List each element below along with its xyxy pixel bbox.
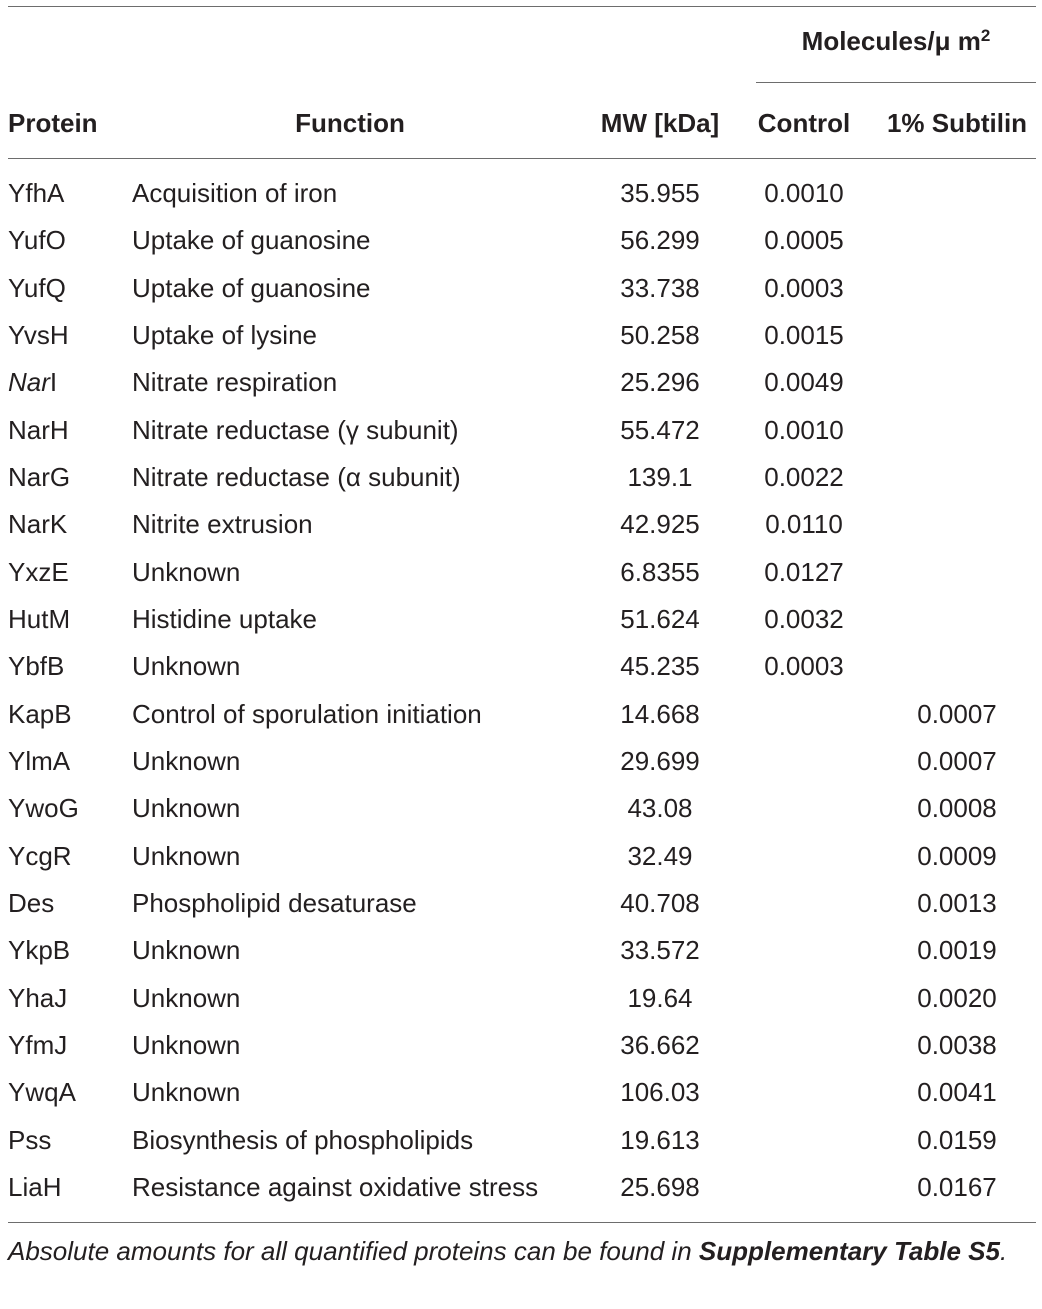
cell-mw: 56.299 [620, 225, 700, 255]
cell-subtilin: 0.0019 [917, 935, 997, 965]
cell-mw: 19.613 [620, 1125, 700, 1155]
cell-function: Unknown [132, 1030, 241, 1060]
cell-protein: YvsH [8, 320, 69, 350]
header-bottom-rule [8, 158, 1036, 159]
table-top-rule [8, 6, 1036, 7]
cell-subtilin: 0.0159 [917, 1125, 997, 1155]
cell-control: 0.0010 [764, 178, 844, 208]
cell-mw: 25.296 [620, 367, 700, 397]
cell-control: 0.0003 [764, 273, 844, 303]
cell-control: 0.0015 [764, 320, 844, 350]
cell-mw: 35.955 [620, 178, 700, 208]
cell-protein: YkpB [8, 935, 71, 965]
cell-control: 0.0110 [765, 509, 843, 539]
cell-function: Unknown [132, 793, 241, 823]
cell-function: Nitrate reductase (γ subunit) [132, 415, 459, 445]
column-header-control: Control [757, 108, 851, 138]
column-header-protein: Protein [8, 108, 98, 138]
cell-mw: 106.03 [620, 1077, 700, 1107]
group-header-rule [756, 82, 1036, 83]
cell-subtilin: 0.0167 [917, 1172, 997, 1202]
cell-protein: YhaJ [8, 983, 68, 1013]
cell-mw: 51.624 [620, 604, 700, 634]
table-bottom-rule [8, 1222, 1036, 1223]
cell-mw: 25.698 [620, 1172, 700, 1202]
cell-function: Nitrate reductase (α subunit) [132, 462, 461, 492]
cell-protein: NarK [8, 509, 68, 539]
cell-function: Uptake of guanosine [132, 225, 371, 255]
cell-control: 0.0127 [764, 557, 844, 587]
cell-mw: 33.738 [620, 273, 700, 303]
cell-mw: 55.472 [620, 415, 700, 445]
cell-protein: YxzE [8, 557, 69, 587]
cell-function: Resistance against oxidative stress [132, 1172, 539, 1202]
cell-subtilin: 0.0008 [917, 793, 997, 823]
cell-protein: YbfB [8, 651, 65, 681]
cell-mw: 40.708 [620, 888, 700, 918]
table-footnote: Absolute amounts for all quantified proteins can be found in Supplementary Table S5. [8, 1236, 1008, 1266]
cell-mw: 19.64 [627, 983, 693, 1013]
cell-subtilin: 0.0007 [917, 699, 997, 729]
cell-function: Acquisition of iron [132, 178, 338, 208]
column-header-function: Function [295, 108, 405, 138]
cell-mw: 33.572 [620, 935, 700, 965]
cell-protein: YlmA [8, 746, 71, 776]
cell-protein: Pss [8, 1125, 52, 1155]
cell-control: 0.0010 [764, 415, 844, 445]
cell-function: Phospholipid desaturase [132, 888, 417, 918]
cell-control: 0.0032 [764, 604, 844, 634]
cell-mw: 29.699 [620, 746, 700, 776]
cell-subtilin: 0.0009 [917, 841, 997, 871]
group-header-molecules: Molecules/μ $m^2$ [801, 26, 991, 56]
cell-subtilin: 0.0007 [917, 746, 997, 776]
cell-mw: 36.662 [620, 1030, 700, 1060]
cell-control: 0.0049 [764, 367, 844, 397]
cell-subtilin: 0.0038 [917, 1030, 997, 1060]
cell-control: 0.0003 [764, 651, 844, 681]
cell-mw: 43.08 [627, 793, 693, 823]
cell-protein: YwqA [8, 1077, 76, 1107]
cell-function: Control of sporulation initiation [132, 699, 482, 729]
cell-function: Uptake of guanosine [132, 273, 371, 303]
cell-mw: 14.668 [620, 699, 700, 729]
cell-mw: 6.8355 [620, 557, 700, 587]
cell-mw: 32.49 [627, 841, 693, 871]
cell-function: Unknown [132, 1077, 241, 1107]
cell-protein: NarG [8, 462, 71, 492]
cell-subtilin: 0.0013 [917, 888, 997, 918]
cell-protein: LiaH [8, 1172, 62, 1202]
cell-protein: NarI [8, 367, 58, 397]
cell-function: Uptake of lysine [132, 320, 317, 350]
cell-protein: HutM [8, 604, 71, 634]
cell-control: 0.0022 [764, 462, 844, 492]
cell-mw: 42.925 [620, 509, 700, 539]
cell-mw: 45.235 [620, 651, 700, 681]
cell-protein: YwoG [8, 793, 79, 823]
cell-protein: YfmJ [8, 1030, 68, 1060]
cell-subtilin: 0.0041 [917, 1077, 997, 1107]
cell-protein: YufQ [8, 273, 66, 303]
cell-function: Unknown [132, 746, 241, 776]
cell-function: Nitrate respiration [132, 367, 338, 397]
cell-function: Unknown [132, 841, 241, 871]
cell-subtilin: 0.0020 [917, 983, 997, 1013]
cell-function: Unknown [132, 935, 241, 965]
cell-protein: YfhA [8, 178, 65, 208]
cell-function: Histidine uptake [132, 604, 317, 634]
cell-mw: 50.258 [620, 320, 700, 350]
cell-protein: KapB [8, 699, 72, 729]
cell-protein: Des [8, 888, 55, 918]
cell-protein: YufO [8, 225, 66, 255]
cell-protein: NarH [8, 415, 69, 445]
cell-control: 0.0005 [764, 225, 844, 255]
cell-function: Biosynthesis of phospholipids [132, 1125, 474, 1155]
cell-mw: 139.1 [627, 462, 693, 492]
cell-function: Nitrite extrusion [132, 509, 313, 539]
cell-function: Unknown [132, 651, 241, 681]
cell-function: Unknown [132, 557, 241, 587]
supplementary-link: Supplementary Table S5 [698, 1236, 1000, 1266]
cell-function: Unknown [132, 983, 241, 1013]
column-header-mw: MW [kDa] [600, 108, 720, 138]
column-header-subtilin: 1% Subtilin [886, 108, 1028, 138]
cell-protein: YcgR [8, 841, 72, 871]
